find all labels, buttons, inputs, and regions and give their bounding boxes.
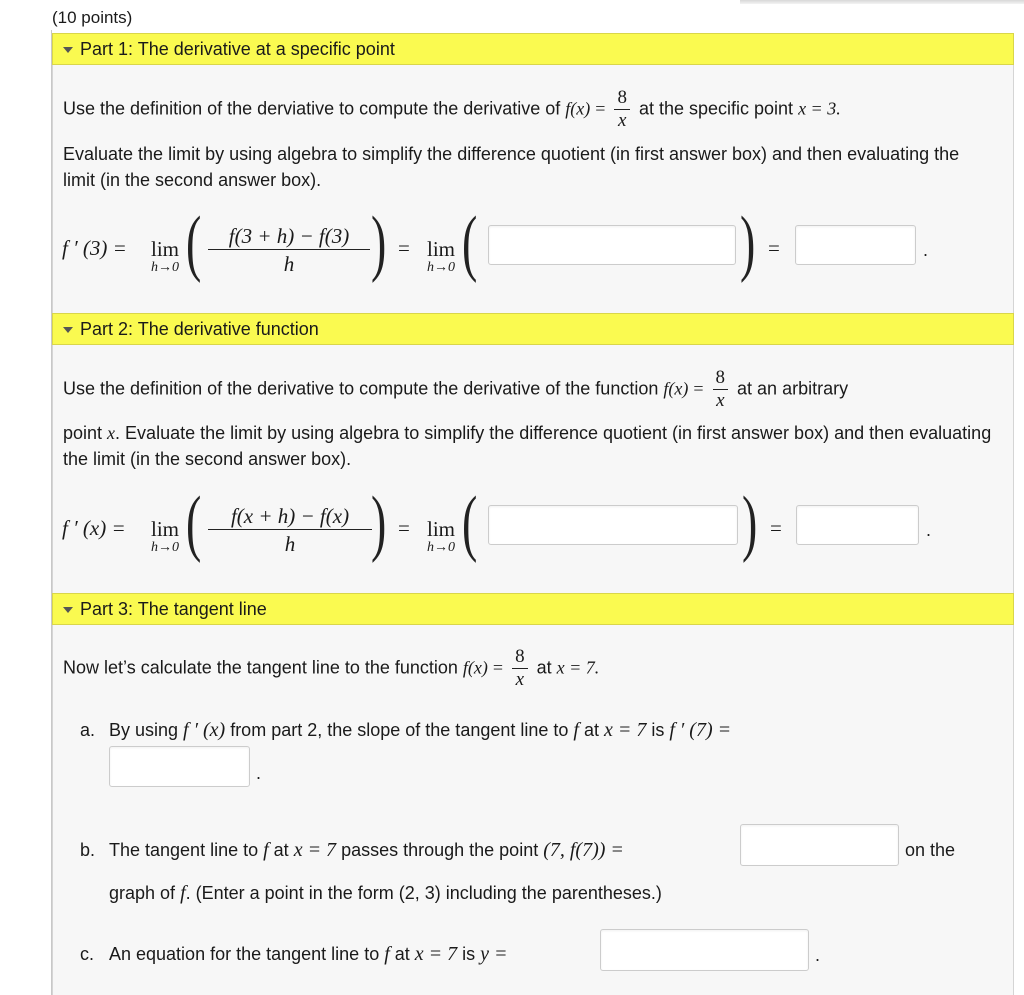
fraction-8-over-x: $\frac{8}{x}$ xyxy=(713,367,729,412)
equals-sign: = xyxy=(398,236,410,260)
tangent-equation-answer-box[interactable] xyxy=(600,929,809,971)
item-c-text: An equation for the tangent line to f at x = 7 is y = xyxy=(109,943,508,965)
part1-difference-quotient: $\frac{f(3 + h) - f(3)}{h}$ xyxy=(208,223,370,278)
slope-answer-box[interactable] xyxy=(109,746,250,787)
left-paren: ( xyxy=(462,482,478,564)
item-c-label: c. xyxy=(80,944,95,964)
right-paren: ) xyxy=(742,482,758,564)
part1-lim-1: lim h→0 xyxy=(150,237,179,275)
part2-lhs: f ′ (x) = xyxy=(62,516,126,540)
part2-answer-box-2[interactable] xyxy=(796,505,919,545)
caret-down-icon[interactable] xyxy=(63,47,73,53)
part2-question: Use the definition of the derivative to compute the derivative of the function f(x) = $\frac{8}{x}$ at an arbitrary xyxy=(63,367,849,411)
fraction-8-over-x: $\frac{8}{x}$ xyxy=(512,646,528,691)
part1-header[interactable] xyxy=(52,33,1014,65)
part1-lhs: f ′ (3) = xyxy=(62,236,127,260)
period: . xyxy=(923,240,929,260)
right-paren: ) xyxy=(740,202,756,284)
part2-header[interactable] xyxy=(52,313,1014,345)
right-paren: ) xyxy=(371,202,387,284)
left-paren: ( xyxy=(462,202,478,284)
top-shadow xyxy=(740,0,1024,4)
period: . xyxy=(815,945,821,965)
part3-title: Part 3: The tangent line xyxy=(80,599,267,619)
caret-down-icon[interactable] xyxy=(63,607,73,613)
points-label: (10 points) xyxy=(52,8,133,27)
fraction-8-over-x: $\frac{8}{x}$ xyxy=(614,87,630,132)
period: . xyxy=(256,763,262,783)
caret-down-icon[interactable] xyxy=(63,327,73,333)
period: . xyxy=(926,520,932,540)
equals-sign: = xyxy=(770,516,782,540)
left-paren: ( xyxy=(186,482,202,564)
item-b-label: b. xyxy=(80,840,96,860)
part1-answer-box-1[interactable] xyxy=(488,225,736,265)
part1-lim-2: lim h→0 xyxy=(426,237,455,275)
equals-sign: = xyxy=(398,516,410,540)
right-paren: ) xyxy=(371,482,387,564)
item-b-text: The tangent line to f at x = 7 passes through the point (7, f(7)) = xyxy=(109,839,624,861)
part1-title: Part 1: The derivative at a specific point xyxy=(80,39,395,59)
part2-lim-1: lim h→0 xyxy=(150,517,179,555)
part1-instructions: Evaluate the limit by using algebra to simplify the difference quotient (in first answer box) and then evaluating the limit (in the second answer box). xyxy=(63,144,960,190)
item-a-text: By using f ′ (x) from part 2, the slope of the tangent line to f at x = 7 is f ′ (7) = xyxy=(109,719,732,741)
part2-answer-box-1[interactable] xyxy=(488,505,738,545)
equals-sign: = xyxy=(768,236,780,260)
part1-answer-box-2[interactable] xyxy=(795,225,916,265)
part1-question: Use the definition of the derviative to compute the derivative of f(x) = $\frac{8}{x}$ at the specific point x = 3. xyxy=(63,87,841,131)
part2-difference-quotient: $\frac{f(x + h) - f(x)}{h}$ xyxy=(208,503,372,558)
item-b-line2: graph of f. (Enter a point in the form (2, 3) including the parentheses.) xyxy=(109,882,662,904)
item-a-label: a. xyxy=(80,720,96,740)
part2-lim-2: lim h→0 xyxy=(426,517,455,555)
item-b-on-the: on the xyxy=(905,840,956,860)
part3-intro: Now let’s calculate the tangent line to the function f(x) = $\frac{8}{x}$ at x = 7. xyxy=(63,646,600,690)
point-answer-box[interactable] xyxy=(740,824,899,866)
part3-header[interactable] xyxy=(52,593,1014,625)
left-paren: ( xyxy=(186,202,202,284)
part2-title: Part 2: The derivative function xyxy=(80,319,319,339)
part2-instructions: point x. Evaluate the limit by using algebra to simplify the difference quotient (in first answer box) and then evaluating the limit (in the second answer box). xyxy=(63,423,992,469)
